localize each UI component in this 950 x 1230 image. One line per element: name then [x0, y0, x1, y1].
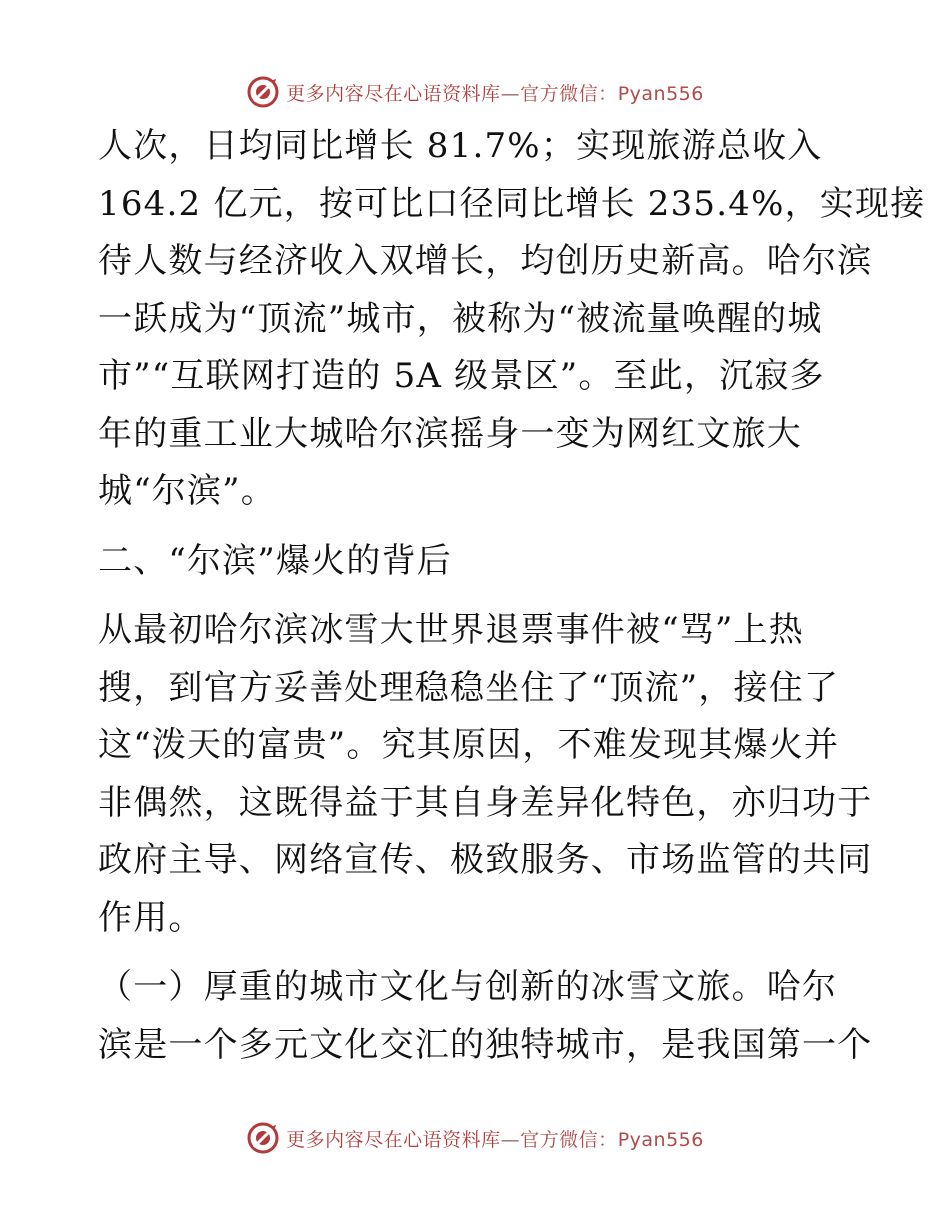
watermark-wechat-label: 官方微信： — [520, 82, 618, 105]
text-line: 一跃成为“顶流”城市，被称为“被流量唤醒的城 — [98, 298, 823, 339]
text-line: 城“尔滨”。 — [98, 471, 276, 511]
watermark-separator: — — [500, 82, 521, 105]
watermark-wechat-id: Pyan556 — [617, 1128, 704, 1151]
paragraph-2 — [98, 602, 873, 947]
watermark-banner-top — [0, 72, 950, 112]
logo-icon — [246, 1121, 280, 1155]
watermark-text — [286, 1125, 704, 1152]
text-line: 滨是一个多元文化交汇的独特城市，是我国第一个 — [98, 1024, 873, 1065]
watermark-title: 更多内容尽在心语资料库 — [286, 1128, 501, 1151]
text-line: 政府主导、网络宣传、极致服务、市场监管的共同 — [98, 840, 873, 880]
paragraph-3 — [98, 959, 873, 1074]
watermark-title: 更多内容尽在心语资料库 — [286, 82, 501, 105]
text-line: 待人数与经济收入双增长，均创历史新高。哈尔滨 — [98, 241, 873, 281]
logo-icon — [246, 75, 280, 109]
paragraph-spacer — [98, 947, 858, 959]
watermark-separator: — — [500, 1128, 521, 1151]
paragraph-1 — [98, 118, 926, 521]
section-heading — [98, 533, 858, 591]
text-line: 年的重工业大城哈尔滨摇身一变为网红文旅大 — [98, 413, 802, 454]
watermark-banner-bottom — [0, 1118, 950, 1158]
text-line: 搜，到官方妥善处理稳稳坐住了“顶流”，接住了 — [98, 667, 840, 708]
text-line: 164.2 亿元，按可比口径同比增长 235.4%，实现接 — [98, 183, 926, 224]
watermark-wechat-id: Pyan556 — [617, 82, 704, 105]
text-line: 这“泼天的富贵”。究其原因，不难发现其爆火并 — [98, 725, 840, 765]
text-line: 作用。 — [98, 897, 204, 938]
paragraph-spacer — [98, 521, 858, 533]
watermark-wechat-label: 官方微信： — [520, 1128, 618, 1151]
text-line: （一）厚重的城市文化与创新的冰雪文旅。哈尔 — [98, 967, 838, 1007]
paragraph-spacer — [98, 590, 858, 602]
text-line: 市”“互联网打造的 5A 级景区”。至此，沉寂多 — [98, 356, 825, 396]
text-line: 非偶然，这既得益于其自身差异化特色，亦归功于 — [98, 782, 873, 823]
watermark-text — [286, 79, 704, 106]
text-line: 从最初哈尔滨冰雪大世界退票事件被“骂”上热 — [98, 610, 804, 650]
text-line: 人次，日均同比增长 81.7%；实现旅游总收入 — [98, 126, 823, 166]
document-body — [98, 118, 926, 1074]
heading-line: 二、“尔滨”爆火的背后 — [98, 540, 452, 581]
